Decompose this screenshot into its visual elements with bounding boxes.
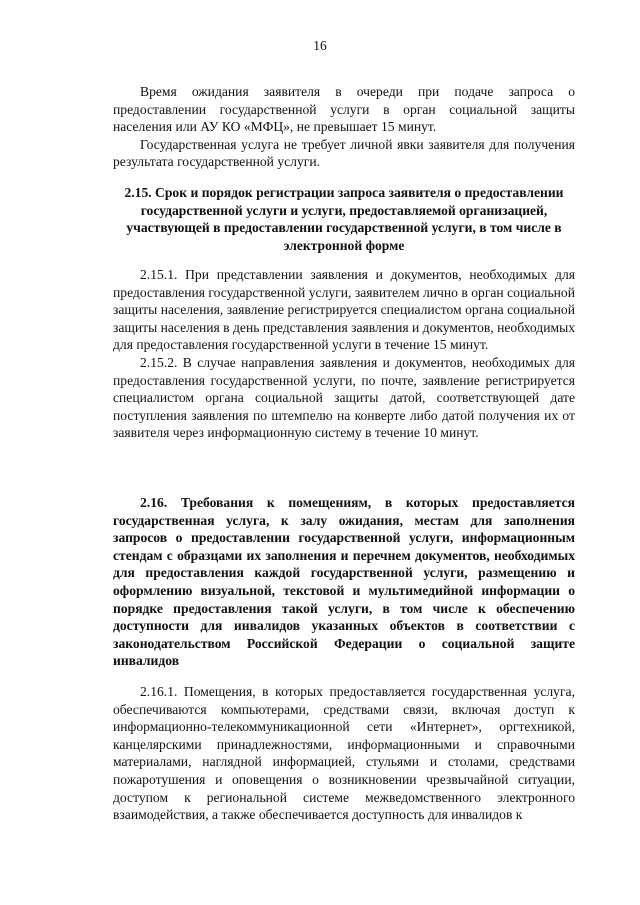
paragraph-2-15-2: 2.15.2. В случае направления заявления и документов, необходимых для предоставления государственной услуги, по почте, заявление регистрируется специалистом органа социальной защиты датой, соответствующей дате поступления заявления по штемпелю на конверте либо датой получения их от заявителя через информационную систему в течение 10 минут. [113, 354, 575, 441]
section-2-16-body [113, 683, 575, 824]
paragraph-no-personal-visit: Государственная услуга не требует личной явки заявителя для получения результата государственной услуги. [113, 136, 575, 170]
section-2-15-heading-block [113, 184, 575, 254]
intro-section [113, 83, 575, 171]
paragraph-2-15-1: 2.15.1. При представлении заявления и документов, необходимых для предоставления государственной услуги, заявителем лично в орган социальной защиты населения, заявление регистрируется специалистом органа социальной защиты населения в день представления заявления и документов, необходимых для предоставления государственной услуги в течение 15 минут. [113, 267, 576, 353]
section-heading-2-16: 2.16. Требования к помещениям, в которых предоставляется государственная услуга, к залу ожидания, местам для заполнения запросов о предоставлении государственной услуги, информационным стендам с образцами их заполнения и перечнем документов, необходимых для предоставления каждой государственной услуги, размещению и оформлению визуальной, текстовой и мультимедийной информации о порядке предоставления такой услуги, в том числе к обеспечению доступности для инвалидов указанных объектов в соответствии с законодательством Российской Федерации о социальной защите инвалидов [113, 495, 575, 669]
page-number: 16 [313, 38, 327, 53]
section-heading-2-15: 2.15. Срок и порядок регистрации запроса заявителя о предоставлении государственной услуги и услуги, предоставляемой организацией, участвующей в предоставлении государственной услуги, в том числе в электронной форме [124, 185, 564, 253]
paragraph-wait-time: Время ожидания заявителя в очереди при подаче запроса о предоставлении государственной услуги в орган социальной защиты населения или АУ КО «МФЦ», не превышает 15 минут. [113, 84, 575, 135]
section-2-16-heading-block [113, 494, 575, 670]
section-2-15-body [113, 266, 575, 442]
paragraph-2-16-1: 2.16.1. Помещения, в которых предоставляется государственная услуга, обеспечиваются компьютерами, средствами связи, включая доступ к информационно-телекоммуникационной сети «Интернет», оргтехникой, канцелярскими принадлежностями, информационными и справочными материалами, наглядной информацией, стульями и столами, средствами пожаротушения и оповещения о возникновении чрезвычайной ситуации, доступом к региональной системе межведомственного электронного взаимодействия, а также обеспечивается доступность для инвалидов к [113, 684, 575, 823]
